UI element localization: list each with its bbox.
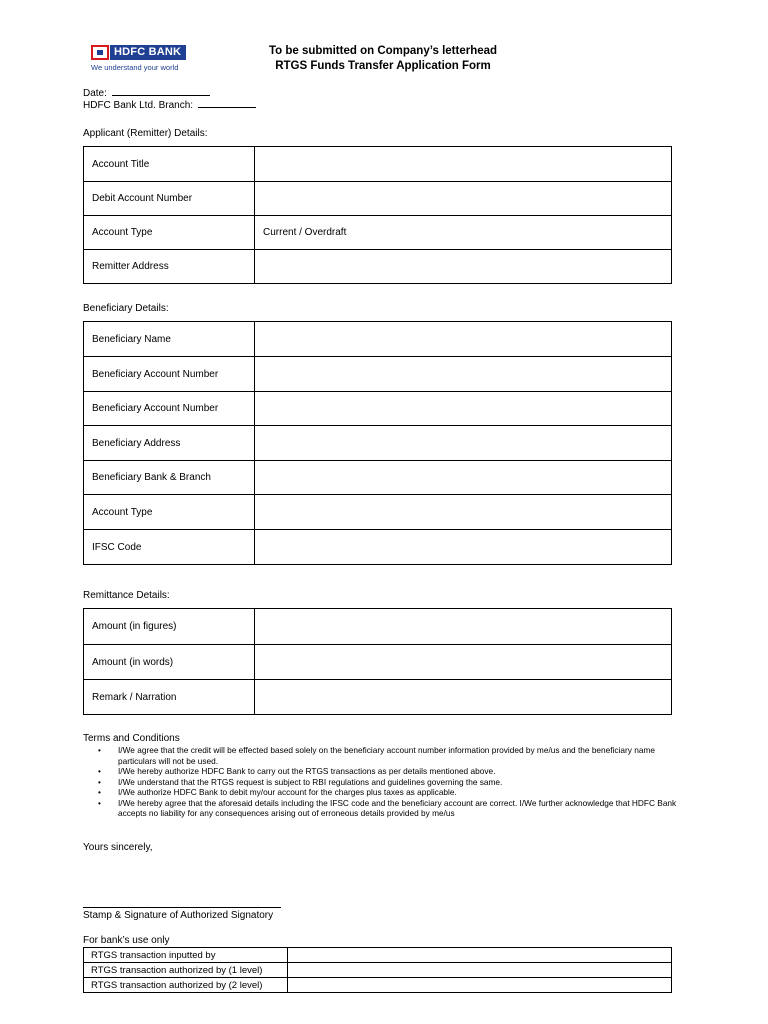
terms-list [98, 745, 678, 819]
table-row [84, 426, 672, 461]
table-row [84, 963, 672, 978]
table-row [84, 495, 672, 530]
branch-label: HDFC Bank Ltd. Branch: [83, 100, 194, 111]
debit-account-number-field[interactable] [255, 182, 672, 216]
bullet-icon: • [98, 787, 101, 797]
list-item [98, 745, 678, 766]
date-blank-line [112, 86, 210, 96]
row-label: Beneficiary Bank & Branch [84, 461, 255, 495]
closing-text: Yours sincerely, [83, 842, 153, 853]
signature-line [83, 907, 281, 908]
remark-narration-field[interactable] [255, 680, 672, 715]
term-text: I/We agree that the credit will be effected based solely on the beneficiary account number information provided by me/us and the beneficiary name particulars will not be used. [118, 745, 655, 766]
beneficiary-account-number-confirm-field[interactable] [255, 392, 672, 426]
beneficiary-name-field[interactable] [255, 322, 672, 357]
remittance-heading: Remittance Details: [83, 590, 170, 601]
beneficiary-address-field[interactable] [255, 426, 672, 461]
term-text: I/We hereby authorize HDFC Bank to carry out the RTGS transactions as per details mentioned above. [118, 766, 496, 776]
branch-blank-line [198, 98, 256, 108]
row-label: IFSC Code [84, 530, 255, 565]
table-row [84, 680, 672, 715]
row-label: Remark / Narration [84, 680, 255, 715]
row-label: RTGS transaction authorized by (1 level) [84, 963, 288, 978]
terms-heading: Terms and Conditions [83, 733, 180, 744]
term-text: I/We authorize HDFC Bank to debit my/our account for the charges plus taxes as applicable. [118, 787, 457, 797]
header-line-1: To be submitted on Company’s letterhead [268, 45, 498, 57]
hdfc-logo-mark-icon [91, 45, 109, 60]
table-row [84, 645, 672, 680]
form-title: RTGS Funds Transfer Application Form [275, 60, 491, 72]
logo-name: HDFC BANK [110, 45, 186, 60]
row-label: RTGS transaction inputted by [84, 948, 288, 963]
row-label: Debit Account Number [84, 182, 255, 216]
ifsc-code-field[interactable] [255, 530, 672, 565]
row-label: Beneficiary Address [84, 426, 255, 461]
table-row [84, 978, 672, 993]
authorized-level-1-field[interactable] [288, 963, 672, 978]
list-item [98, 766, 678, 777]
list-item [98, 787, 678, 798]
row-label: Beneficiary Account Number [84, 392, 255, 426]
bank-use-table [83, 947, 672, 993]
table-row [84, 530, 672, 565]
logo-tagline: We understand your world [91, 63, 179, 72]
amount-figures-field[interactable] [255, 609, 672, 645]
row-label: RTGS transaction authorized by (2 level) [84, 978, 288, 993]
bank-use-heading: For bank’s use only [83, 935, 170, 946]
row-label: Beneficiary Account Number [84, 357, 255, 392]
table-row [84, 357, 672, 392]
beneficiary-table [83, 321, 672, 565]
table-row [84, 182, 672, 216]
hdfc-logo [91, 45, 206, 75]
signature-label: Stamp & Signature of Authorized Signatory [83, 910, 274, 921]
amount-words-field[interactable] [255, 645, 672, 680]
row-label: Account Title [84, 147, 255, 182]
table-row [84, 216, 672, 250]
bullet-icon: • [98, 745, 101, 755]
row-label: Account Type [84, 495, 255, 530]
date-label: Date: [83, 88, 107, 99]
bullet-icon: • [98, 766, 101, 776]
table-row [84, 250, 672, 284]
table-row [84, 609, 672, 645]
row-label: Account Type [84, 216, 255, 250]
beneficiary-account-type-field[interactable] [255, 495, 672, 530]
remittance-table [83, 608, 672, 715]
table-row [84, 392, 672, 426]
bullet-icon: • [98, 797, 101, 808]
beneficiary-account-number-field[interactable] [255, 357, 672, 392]
applicant-table [83, 146, 672, 284]
branch-field[interactable] [83, 98, 256, 111]
table-row [84, 461, 672, 495]
account-type-field[interactable]: Current / Overdraft [255, 216, 672, 250]
applicant-heading: Applicant (Remitter) Details: [83, 128, 208, 139]
list-item [98, 776, 678, 788]
list-item [98, 797, 678, 819]
authorized-level-2-field[interactable] [288, 978, 672, 993]
remitter-address-field[interactable] [255, 250, 672, 284]
term-text: I/We understand that the RTGS request is subject to RBI regulations and guidelines governing the same. [118, 776, 503, 787]
row-label: Amount (in figures) [84, 609, 255, 645]
beneficiary-bank-branch-field[interactable] [255, 461, 672, 495]
beneficiary-heading: Beneficiary Details: [83, 303, 169, 314]
row-label: Amount (in words) [84, 645, 255, 680]
row-label: Remitter Address [84, 250, 255, 284]
table-row [84, 147, 672, 182]
table-row [84, 322, 672, 357]
account-title-field[interactable] [255, 147, 672, 182]
term-text: I/We hereby agree that the aforesaid details including the IFSC code and the beneficiary account are correct. I/We further acknowledge that HDFC Bank accepts no liability for any consequences arising out of erroneous details provided by me/us [118, 797, 677, 818]
inputted-by-field[interactable] [288, 948, 672, 963]
row-label: Beneficiary Name [84, 322, 255, 357]
table-row [84, 948, 672, 963]
bullet-icon: • [98, 776, 101, 787]
